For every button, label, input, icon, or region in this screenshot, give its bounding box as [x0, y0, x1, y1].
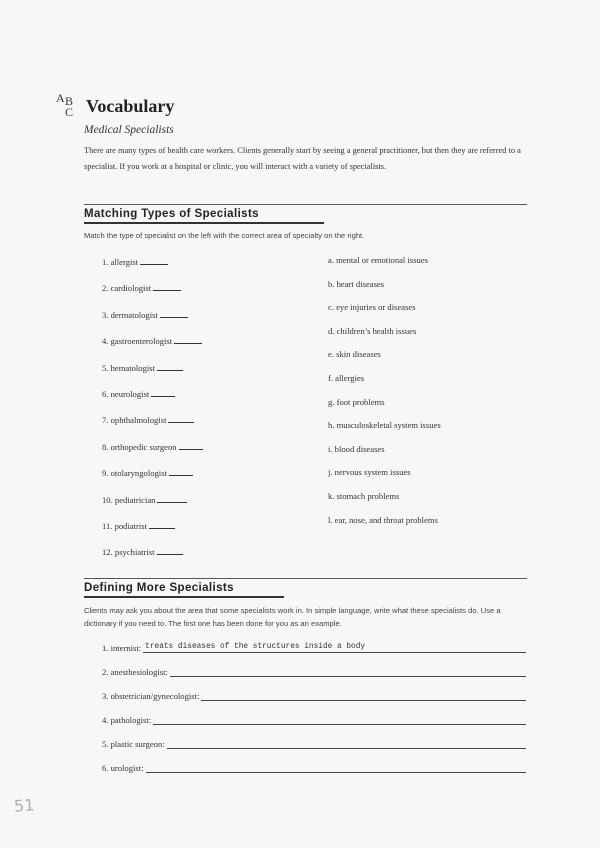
- specialty-item: g. foot problems: [328, 396, 385, 407]
- definition-answer-line[interactable]: [201, 688, 526, 701]
- definition-answer-line[interactable]: [167, 736, 526, 749]
- definition-label: 3. obstetrician/gynecologist:: [102, 691, 200, 701]
- definition-row: [102, 664, 526, 677]
- matching-heading: Matching Types of Specialists: [84, 208, 259, 220]
- definition-row: [102, 640, 526, 653]
- definition-label: 1. internist:: [102, 643, 142, 653]
- specialty-item: f. allergies: [328, 373, 365, 383]
- specialist-label: 1. allergist: [102, 257, 139, 267]
- definition-answer-line[interactable]: [143, 640, 526, 653]
- answer-blank[interactable]: [169, 467, 193, 476]
- specialist-label: 2. cardiologist: [102, 283, 152, 294]
- specialist-item: [102, 256, 168, 267]
- answer-blank[interactable]: [179, 441, 203, 450]
- definition-label: 4. pathologist:: [102, 715, 152, 725]
- specialty-item: l. ear, nose, and throat problems: [328, 514, 438, 525]
- divider: [84, 204, 527, 205]
- specialist-label: 10. pediatrician: [102, 494, 156, 505]
- page-title: Vocabulary: [86, 96, 175, 116]
- definition-answer-line[interactable]: [153, 712, 526, 725]
- answer-blank[interactable]: [157, 494, 187, 503]
- logo-letter-a: A: [56, 91, 65, 105]
- definition-label: 5. plastic surgeon:: [102, 739, 165, 749]
- specialty-item: h. musculoskeletal system issues: [328, 420, 441, 431]
- answer-blank[interactable]: [174, 335, 202, 344]
- answer-blank[interactable]: [157, 362, 183, 371]
- specialist-label: 3. dermatologist: [102, 309, 158, 320]
- specialist-label: 11. podiatrist: [102, 521, 148, 531]
- specialist-label: 6. neurologist: [102, 389, 150, 399]
- specialist-item: [102, 362, 183, 373]
- defining-heading: Defining More Specialists: [84, 582, 234, 594]
- answer-blank[interactable]: [160, 309, 188, 318]
- answer-blank[interactable]: [140, 256, 168, 265]
- answer-blank[interactable]: [168, 414, 194, 423]
- specialist-item: [102, 282, 181, 293]
- specialist-label: 12. psychiatrist: [102, 547, 155, 558]
- specialty-item: e. skin diseases: [328, 349, 381, 360]
- definition-answer-line[interactable]: [170, 664, 526, 677]
- specialty-item: i. blood diseases: [328, 443, 385, 454]
- specialist-label: 9. otolaryngologist: [102, 468, 167, 479]
- divider: [84, 578, 527, 579]
- specialist-label: 5. hematologist: [102, 362, 155, 373]
- answer-blank[interactable]: [157, 546, 183, 555]
- definition-row: [102, 736, 526, 749]
- heading-underline: [84, 596, 284, 598]
- specialist-item: [102, 520, 175, 531]
- logo-letter-c: C: [65, 105, 74, 119]
- specialty-item: k. stomach problems: [328, 491, 400, 501]
- definition-answer: treats diseases of the structures inside a body: [145, 643, 366, 651]
- specialist-item: [102, 309, 188, 320]
- specialty-item: a. mental or emotional issues: [328, 255, 428, 265]
- abc-logo-icon: [56, 92, 84, 120]
- specialist-item: [102, 467, 193, 478]
- defining-instructions: Clients may ask you about the area that some specialists work in. In simple language, write what these specialists do. Use a dictionary if you need to. The first one has been done for you as an example.: [84, 606, 501, 628]
- specialty-item: j. nervous system issues: [328, 467, 411, 478]
- specialty-item: b. heart diseases: [328, 278, 385, 289]
- heading-underline: [84, 222, 324, 224]
- logo-letter-b: B: [65, 94, 74, 108]
- specialist-item: [102, 494, 187, 505]
- definition-answer-line[interactable]: [146, 760, 526, 773]
- answer-blank[interactable]: [149, 520, 175, 529]
- definition-row: [102, 688, 526, 701]
- specialist-item: [102, 414, 194, 425]
- specialist-item: [102, 335, 202, 346]
- specialist-item: [102, 441, 203, 452]
- matching-instructions: Match the type of specialist on the left with the correct area of specialty on the right.: [84, 231, 365, 240]
- definition-label: 6. urologist:: [102, 763, 144, 773]
- specialist-item: [102, 546, 183, 557]
- specialist-label: 7. ophthalmologist: [102, 415, 167, 426]
- specialist-label: 4. gastroenterologist: [102, 336, 173, 347]
- definition-row: [102, 760, 526, 773]
- handwritten-page-number: 51: [13, 795, 35, 816]
- answer-blank[interactable]: [153, 282, 181, 291]
- page-subtitle: Medical Specialists: [84, 124, 174, 136]
- answer-blank[interactable]: [151, 388, 175, 397]
- specialty-item: c. eye injuries or diseases: [328, 302, 416, 313]
- specialist-item: [102, 388, 175, 399]
- specialist-label: 8. orthopedic surgeon: [102, 441, 177, 452]
- definition-row: [102, 712, 526, 725]
- intro-paragraph: There are many types of health care workers. Clients generally start by seeing a general practitioner, but then they are referred to a specialist. If you work at a hospital or clinic, you will interact with a variety of specialists.: [84, 146, 521, 171]
- specialty-item: d. children’s health issues: [328, 325, 417, 336]
- definition-label: 2. anesthesiologist:: [102, 667, 168, 677]
